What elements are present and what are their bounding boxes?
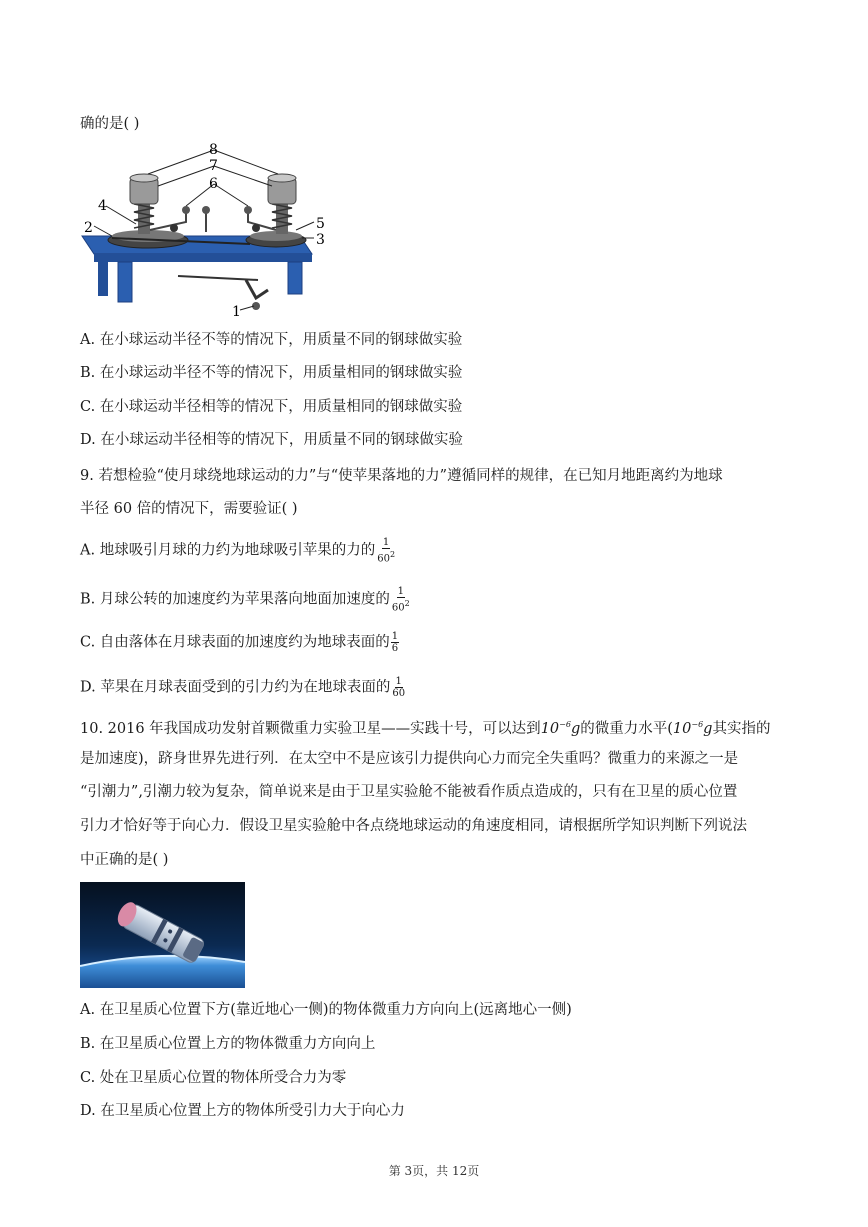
q9-stem-line1: 9. 若想检验“使月球绕地球运动的力”与“使苹果落地的力”遵循同样的规律，在已知月地距离约为地球: [80, 468, 723, 484]
q9-option-a: [80, 537, 396, 564]
figure-label-2: 2: [84, 220, 93, 236]
satellite-in-orbit-image: [80, 882, 245, 988]
q10-stem-line2: 是加速度)，跻身世界先进行列．在太空中不是应该引力提供向心力而完全失重吗？微重力的来源之一是: [80, 751, 739, 767]
q9-option-a-text: A. 地球吸引月球的力约为地球吸引苹果的力的: [80, 542, 376, 559]
centripetal-force-apparatus-figure: [78, 140, 330, 320]
q8-stem-tail: 确的是( ): [80, 116, 140, 132]
figure-label-5: 5: [316, 216, 325, 232]
figure-label-4: 4: [98, 198, 107, 214]
q10-option-c: C. 处在卫星质心位置的物体所受合力为零: [80, 1070, 347, 1086]
page-footer: 第 3页，共 12页: [388, 1164, 480, 1178]
q10-option-b: B. 在卫星质心位置上方的物体微重力方向向上: [80, 1036, 376, 1052]
q9-option-b-fraction: $\frac{1}{60^2}$: [391, 586, 410, 614]
q9-option-a-fraction: $\frac{1}{60^2}$: [377, 537, 396, 565]
q9-option-c: [80, 631, 399, 654]
q10-option-a: A. 在卫星质心位置下方(靠近地心一侧)的物体微重力方向向上(远离地心一侧): [80, 1002, 572, 1018]
q8-option-b: B. 在小球运动半径不等的情况下，用质量相同的钢球做实验: [80, 365, 463, 381]
q8-option-d: D. 在小球运动半径相等的情况下，用质量不同的钢球做实验: [80, 432, 463, 448]
q9-option-d: [80, 676, 406, 699]
q10-stem-line1: 10. 2016 年我国成功发射首颗微重力实验卫星——实践十号，可以达到$10^{-6}g$的微重力水平($10^{-6}g$其实指的: [80, 720, 771, 737]
q10-stem-line4: 引力才恰好等于向心力．假设卫星实验舱中各点绕地球运动的角速度相同，请根据所学知识判断下列说法: [80, 818, 747, 834]
figure-label-7: 7: [209, 158, 218, 174]
q9-option-c-text: C. 自由落体在月球表面的加速度约为地球表面的: [80, 634, 390, 651]
q9-option-b: [80, 586, 411, 613]
q9-option-b-text: B. 月球公转的加速度约为苹果落向地面加速度的: [80, 591, 390, 608]
q10-option-d: D. 在卫星质心位置上方的物体所受引力大于向心力: [80, 1103, 405, 1119]
figure-label-3: 3: [316, 232, 325, 248]
figure-label-8: 8: [209, 142, 218, 158]
q9-option-c-fraction: $\frac{1}{6}$: [391, 631, 399, 654]
q8-option-c: C. 在小球运动半径相等的情况下，用质量相同的钢球做实验: [80, 399, 463, 415]
figure-label-1: 1: [232, 304, 241, 320]
q9-option-d-fraction: $\frac{1}{60}$: [392, 676, 406, 699]
q8-option-a: A. 在小球运动半径不等的情况下，用质量不同的钢球做实验: [80, 332, 463, 348]
q10-stem-line3: “引潮力”,引潮力较为复杂，简单说来是由于卫星实验舱不能被看作质点造成的，只有在卫星的质心位置: [80, 784, 738, 800]
figure-label-6: 6: [209, 176, 218, 192]
q10-stem-line5: 中正确的是( ): [80, 852, 169, 868]
q9-stem-line2: 半径 60 倍的情况下，需要验证( ): [80, 501, 298, 517]
q9-option-d-text: D. 苹果在月球表面受到的引力约为在地球表面的: [80, 679, 391, 696]
